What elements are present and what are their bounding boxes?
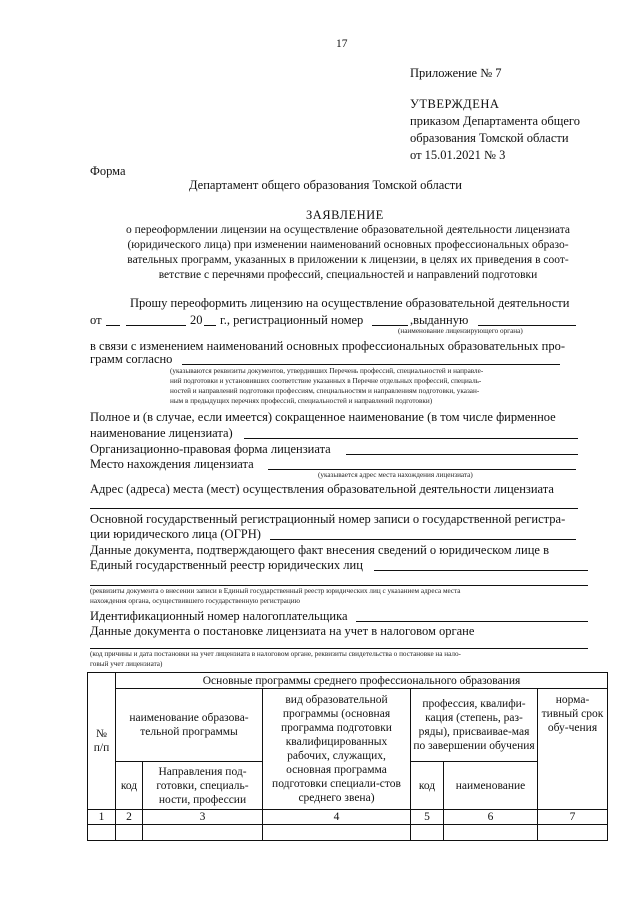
appendix-label: Приложение № 7 [410,66,502,80]
group-header: Основные программы среднего профессионального образования [116,673,608,689]
details-hint: ностей и направлений подготовки профессиям, специальностям и направлениям подготовки, указан- [170,387,480,395]
column-number: 2 [116,810,143,825]
activity-address-label: Адрес (адреса) места (мест) осуществления образовательной деятельности лицензиата [90,482,554,496]
column-number: 1 [88,810,116,825]
table-cell[interactable] [411,825,444,841]
table-cell[interactable] [263,825,411,841]
statement-line: (юридического лица) при изменении наименований основных профессиональных образо- [127,239,569,251]
column-number: 6 [444,810,538,825]
table-cell[interactable] [538,825,608,841]
table-cell[interactable] [116,825,143,841]
tax-registration-label: Данные документа о постановке лицензиата на учет в налоговом органе [90,624,475,638]
date-day-field[interactable] [106,325,120,326]
activity-address-field[interactable] [90,508,578,509]
details-field[interactable] [182,364,560,365]
approval-line: от 15.01.2021 № 3 [410,148,506,162]
inn-field[interactable] [356,621,588,622]
column-number: 3 [143,810,263,825]
name-header: наименование [444,762,538,810]
registration-number-field[interactable] [372,325,408,326]
egrul-field[interactable] [374,570,588,571]
qualification-header: профессия, квалифи-кация (степень, раз-ряды), присваивае-мая по завершении обучения [411,689,538,762]
statement-line: ветствие с перечнями профессий, специальностей и направлений подготовки [158,269,538,281]
statement-title: ЗАЯВЛЕНИЕ [306,208,384,222]
legal-form-field[interactable] [346,454,578,455]
egrul-hint: (реквизиты документа о внесении записи в Единый государственный реестр юридических лиц с указанием адреса места [90,587,461,595]
directions-header: Направления под-готовки, специаль-ности, профессии [143,762,263,810]
tax-registration-field[interactable] [90,648,588,649]
details-hint: ным в предыдущих перечнях профессий, специальностей и направлений подготовки) [170,397,433,405]
egrul-hint: нахождения органа, осуществившего государственную регистрацию [90,597,300,605]
issued-to-label: ,выданную [410,313,469,327]
statement-line: о переоформлении лицензии на осуществление образовательной деятельности лицензиата [125,224,570,236]
registration-label: г., регистрационный номер [220,313,364,327]
licensor-hint: (наименование лицензирующего органа) [398,327,523,335]
full-name-label: Полное и (в случае, если имеется) сокращенное наименование (в том числе фирменное [90,410,556,424]
table-cell[interactable] [143,825,263,841]
date-year-prefix: 20 [190,313,203,327]
date-year-field[interactable] [204,325,216,326]
details-hint: (указываются реквизиты документов, утвердивших Перечень профессий, специальностей и направле- [170,367,484,375]
table-cell[interactable] [88,825,116,841]
tax-hint: говый учет лицензиата) [90,660,163,668]
column-number: 7 [538,810,608,825]
location-hint: (указывается адрес места нахождения лицензиата) [318,471,473,479]
licensor-field[interactable] [478,325,576,326]
egrul-label: Данные документа, подтверждающего факт внесения сведений о юридическом лице в [90,543,549,557]
code-header: код [116,762,143,810]
column-number: 5 [411,810,444,825]
program-name-header: наименование образова-тельной программы [116,689,263,762]
full-name-label: наименование лицензиата) [90,426,233,440]
details-hint: ний подготовки и установивших соответствие указанных в Перечне отдельных профессий, специаль- [170,377,482,385]
page-number: 17 [336,38,348,50]
column-number: 4 [263,810,411,825]
code-header-2: код [411,762,444,810]
approval-title: УТВЕРЖДЕНА [410,97,500,111]
ogrn-label: ции юридического лица (ОГРН) [90,527,261,541]
statement-line: вательных программ, указанных в приложении к лицензии, в целях их приведения в соот- [127,254,569,266]
program-type-header: вид образовательной программы (основная программа подготовки квалифицированных рабочих, служащих, основная программа подготовки специали-стов среднего звена) [263,689,411,810]
egrul-field-2[interactable] [90,585,588,586]
table-cell[interactable] [444,825,538,841]
change-line: в связи с изменением наименований основных профессиональных образовательных про- [90,339,565,353]
date-from-label: от [90,313,102,327]
ogrn-field[interactable] [270,539,576,540]
request-line: Прошу переоформить лицензию на осуществление образовательной деятельности [130,296,570,310]
form-label: Форма [90,164,126,178]
duration-header: норма-тивный срок обу-чения [538,689,608,810]
num-header: № п/п [88,673,116,810]
location-label: Место нахождения лицензиата [90,457,254,471]
ogrn-label: Основной государственный регистрационный номер записи о государственной регистра- [90,512,566,526]
approval-line: образования Томской области [410,131,569,145]
department-name: Департамент общего образования Томской области [189,178,462,192]
date-month-field[interactable] [126,325,186,326]
tax-hint: (код причины и дата постановки на учет лицензиата в налоговом органе, реквизиты свидетельства о постановке на нало- [90,650,461,658]
change-line: грамм согласно [90,352,173,366]
approval-line: приказом Департамента общего [410,114,580,128]
legal-form-label: Организационно-правовая форма лицензиата [90,442,331,456]
programs-table [87,672,608,841]
location-field[interactable] [268,469,576,470]
inn-label: Идентификационный номер налогоплательщика [90,609,348,623]
egrul-label: Единый государственный реестр юридических лиц [90,558,363,572]
full-name-field[interactable] [244,438,578,439]
